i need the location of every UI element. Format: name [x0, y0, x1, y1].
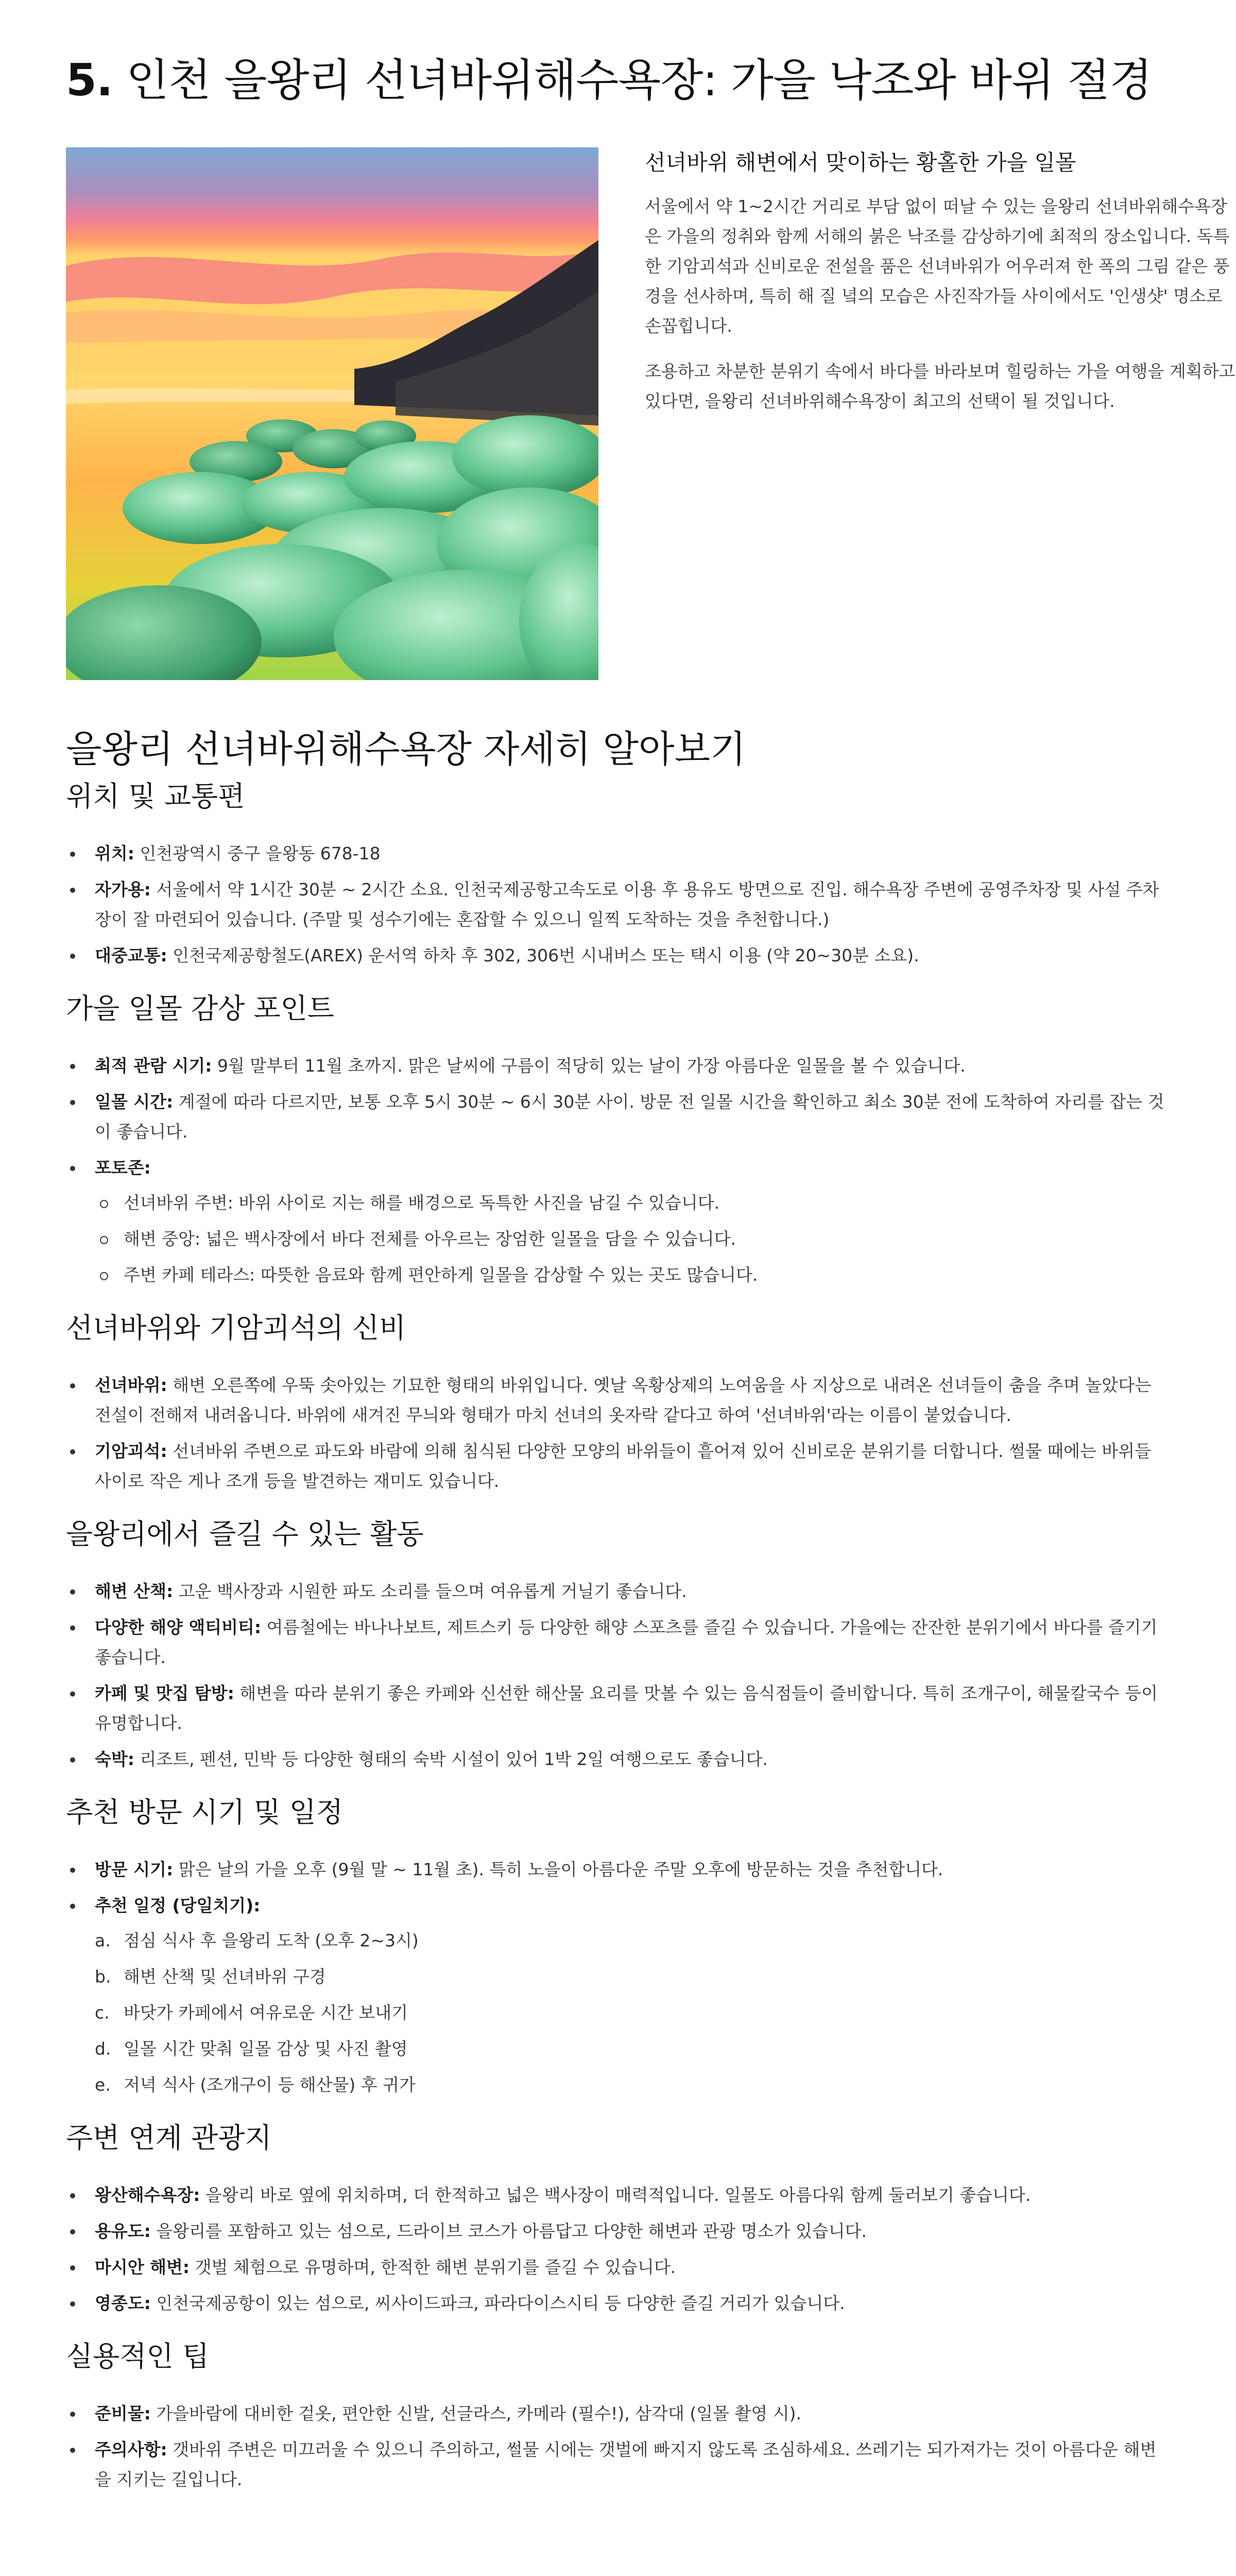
list-item — [66, 2252, 1170, 2282]
item-label: 해변 산책: — [95, 1581, 174, 1601]
item-text: 인천국제공항이 있는 섬으로, 씨사이드파크, 파라다이스시티 등 다양한 즐길 거리가 있습니다. — [150, 2293, 845, 2313]
item-label: 포토존: — [95, 1158, 151, 1178]
itinerary-step — [95, 1962, 1170, 1992]
itinerary-step — [95, 1926, 1170, 1956]
list-item — [66, 839, 1170, 869]
itinerary-list — [95, 1926, 1170, 2100]
item-label: 선녀바위: — [95, 1375, 167, 1395]
step-text: 저녁 식사 (조개구이 등 해산물) 후 귀가 — [124, 2075, 416, 2095]
list-item — [66, 2435, 1170, 2495]
intro-text — [645, 147, 1236, 432]
photo-spot-list — [95, 1188, 1170, 1290]
list-item — [66, 1891, 1170, 2100]
list-item — [66, 2399, 1170, 2429]
list-item — [66, 2216, 1170, 2246]
itinerary-step — [95, 1998, 1170, 2028]
list-item — [66, 2180, 1170, 2210]
tips-heading: 실용적인 팁 — [66, 2340, 209, 2372]
photo-spot-item: 선녀바위 주변: 바위 사이로 지는 해를 배경으로 독특한 사진을 남길 수 있습니다. — [95, 1188, 1170, 1218]
item-label: 마시안 해변: — [95, 2257, 190, 2277]
nearby-list — [66, 2180, 1170, 2318]
schedule-list — [66, 1855, 1170, 2100]
itinerary-step — [95, 2070, 1170, 2100]
step-text: 바닷가 카페에서 여유로운 시간 보내기 — [124, 2003, 408, 2023]
rocks-list — [66, 1370, 1170, 1496]
item-text: 리조트, 펜션, 민박 등 다양한 형태의 숙박 시설이 있어 1박 2일 여행으로도 좋습니다. — [134, 1749, 768, 1769]
item-text: 9월 말부터 11월 초까지. 맑은 날씨에 구름이 적당히 있는 날이 가장 아름다운 일몰을 볼 수 있습니다. — [212, 1056, 966, 1076]
item-text: 맑은 날의 가을 오후 (9월 말 ~ 11월 초). 특히 노을이 아름다운 주말 오후에 방문하는 것을 추천합니다. — [173, 1859, 943, 1879]
list-item — [66, 941, 1170, 971]
item-label: 숙박: — [95, 1749, 134, 1769]
item-text: 선녀바위 주변으로 파도와 바람에 의해 침식된 다양한 모양의 바위들이 흩어져 있어 신비로운 분위기를 더합니다. 썰물 때에는 바위들 사이로 작은 게나 조개 등을 발견하는 재미도 있습니다. — [95, 1441, 1151, 1491]
intro-heading: 선녀바위 해변에서 맞이하는 황홀한 가을 일몰 — [645, 150, 1076, 175]
item-text: 갯바위 주변은 미끄러울 수 있으니 주의하고, 썰물 시에는 갯벌에 빠지지 않도록 조심하세요. 쓰레기는 되가져가는 것이 아름다운 해변을 지키는 길입니다. — [95, 2439, 1157, 2489]
item-text: 가을바람에 대비한 겉옷, 편안한 신발, 선글라스, 카메라 (필수!), 삼각대 (일몰 촬영 시). — [150, 2403, 801, 2424]
activities-list — [66, 1577, 1170, 1774]
list-item — [66, 1613, 1170, 1672]
intro-paragraph: 서울에서 약 1~2시간 거리로 부담 없이 떠날 수 있는 을왕리 선녀바위해수욕장은 가을의 정취와 함께 서해의 붉은 낙조를 감상하기에 최적의 장소입니다. 독특한 기암괴석과 신비로운 전설을 품은 선녀바위가 어우러져 한 폭의 그림 같은 풍경을 선사하며, 특히 해 질 녘의 모습은 사진작가들 사이에서도 '인생샷' 명소로 손꼽힙니다. — [645, 196, 1230, 336]
list-item — [66, 1679, 1170, 1738]
intro-paragraph: 조용하고 차분한 분위기 속에서 바다를 바라보며 힐링하는 가을 여행을 계획하고 있다면, 을왕리 선녀바위해수욕장이 최고의 선택이 될 것입니다. — [645, 361, 1235, 411]
title-text: 인천 을왕리 선녀바위해수욕장: 가을 낙조와 바위 절경 — [126, 55, 1152, 106]
item-text: 여름철에는 바나나보트, 제트스키 등 다양한 해양 스포츠를 즐길 수 있습니다. 가을에는 잔잔한 분위기에서 바다를 즐기기 좋습니다. — [95, 1617, 1158, 1667]
item-label: 영종도: — [95, 2293, 151, 2313]
item-text: 해변을 따라 분위기 좋은 카페와 신선한 해산물 요리를 맛볼 수 있는 음식점들이 즐비합니다. 특히 조개구이, 해물칼국수 등이 유명합니다. — [95, 1683, 1158, 1733]
item-label: 방문 시기: — [95, 1859, 174, 1879]
tips-list — [66, 2399, 1170, 2495]
item-label: 카페 및 맛집 탐방: — [95, 1683, 234, 1703]
step-text: 해변 산책 및 선녀바위 구경 — [124, 1967, 326, 1987]
item-text: 을왕리를 포함하고 있는 섬으로, 드라이브 코스가 아름답고 다양한 해변과 관광 명소가 있습니다. — [150, 2221, 867, 2241]
nearby-heading: 주변 연계 관광지 — [66, 2122, 272, 2154]
itinerary-step — [95, 2034, 1170, 2064]
item-label: 왕산해수욕장: — [95, 2185, 200, 2205]
list-item — [66, 875, 1170, 935]
step-text: 점심 식사 후 을왕리 도착 (오후 2~3시) — [124, 1930, 419, 1951]
item-text: 해변 오른쪽에 우뚝 솟아있는 기묘한 형태의 바위입니다. 옛날 옥황상제의 노여움을 사 지상으로 내려온 선녀들이 춤을 추며 놀았다는 전설이 전해져 내려옵니다. 바위에 새겨진 무늬와 형태가 마치 선녀의 옷자락 같다고 하여 '선녀바위'라는 이름이 붙었습니다. — [95, 1375, 1151, 1425]
section-title: 을왕리 선녀바위해수욕장 자세히 알아보기 — [66, 727, 746, 771]
step-marker: e. — [95, 2075, 111, 2095]
item-label: 준비물: — [95, 2403, 151, 2424]
step-text: 일몰 시간 맞춰 일몰 감상 및 사진 촬영 — [124, 2039, 408, 2059]
schedule-heading: 추천 방문 시기 및 일정 — [66, 1796, 344, 1828]
step-marker: a. — [95, 1930, 111, 1951]
sunset-beach-image — [66, 147, 598, 680]
rocks-heading: 선녀바위와 기암괴석의 신비 — [66, 1312, 406, 1344]
title-number: 5. — [66, 55, 113, 106]
intro-section — [66, 147, 1235, 724]
item-label: 자가용: — [95, 879, 151, 900]
list-item — [66, 1436, 1170, 1496]
item-label: 추천 일정 (당일치기): — [95, 1895, 261, 1916]
list-item — [66, 1153, 1170, 1290]
item-label: 일몰 시간: — [95, 1092, 174, 1112]
item-label: 대중교통: — [95, 945, 167, 965]
step-marker: d. — [95, 2039, 111, 2059]
list-item — [66, 1051, 1170, 1081]
list-item — [66, 2289, 1170, 2318]
list-item — [66, 1087, 1170, 1147]
location-list — [66, 839, 1170, 971]
item-text: 갯벌 체험으로 유명하며, 한적한 해변 분위기를 즐길 수 있습니다. — [190, 2257, 676, 2277]
item-text: 인천광역시 중구 을왕동 678-18 — [134, 843, 381, 863]
step-marker: c. — [95, 2003, 110, 2023]
item-label: 주의사항: — [95, 2439, 167, 2460]
item-text: 계절에 따라 다르지만, 보통 오후 5시 30분 ~ 6시 30분 사이. 방문 전 일몰 시간을 확인하고 최소 30분 전에 도착하여 자리를 잡는 것이 좋습니다. — [95, 1092, 1164, 1142]
item-label: 위치: — [95, 843, 134, 863]
sunset-list — [66, 1051, 1170, 1290]
photo-spot-item: 해변 중앙: 넓은 백사장에서 바다 전체를 아우르는 장엄한 일몰을 담을 수 있습니다. — [95, 1224, 1170, 1254]
step-marker: b. — [95, 1967, 111, 1987]
list-item — [66, 1370, 1170, 1430]
list-item — [66, 1744, 1170, 1774]
item-text: 서울에서 약 1시간 30분 ~ 2시간 소요. 인천국제공항고속도로 이용 후 용유도 방면으로 진입. 해수욕장 주변에 공영주차장 및 사설 주차장이 잘 마련되어 있습니다. (주말 및 성수기에는 혼잡할 수 있으니 일찍 도착하는 것을 추천합니다.) — [95, 879, 1159, 929]
item-text: 인천국제공항철도(AREX) 운서역 하차 후 302, 306번 시내버스 또는 택시 이용 (약 20~30분 소요). — [167, 945, 919, 965]
item-label: 다양한 해양 액티비티: — [95, 1617, 262, 1637]
sunset-heading: 가을 일몰 감상 포인트 — [66, 992, 334, 1025]
item-text: 고운 백사장과 시원한 파도 소리를 들으며 여유롭게 거닐기 좋습니다. — [173, 1581, 687, 1601]
item-label: 용유도: — [95, 2221, 151, 2241]
list-item — [66, 1577, 1170, 1606]
item-text: 을왕리 바로 옆에 위치하며, 더 한적하고 넓은 백사장이 매력적입니다. 일몰도 아름다워 함께 둘러보기 좋습니다. — [200, 2185, 1031, 2205]
activities-heading: 을왕리에서 즐길 수 있는 활동 — [66, 1518, 424, 1550]
list-item — [66, 1855, 1170, 1885]
location-heading: 위치 및 교통편 — [66, 780, 245, 812]
item-label: 기암괴석: — [95, 1441, 167, 1461]
page-title — [66, 49, 1170, 111]
item-label: 최적 관람 시기: — [95, 1056, 212, 1076]
photo-spot-item: 주변 카페 테라스: 따뜻한 음료와 함께 편안하게 일몰을 감상할 수 있는 곳도 많습니다. — [95, 1260, 1170, 1290]
